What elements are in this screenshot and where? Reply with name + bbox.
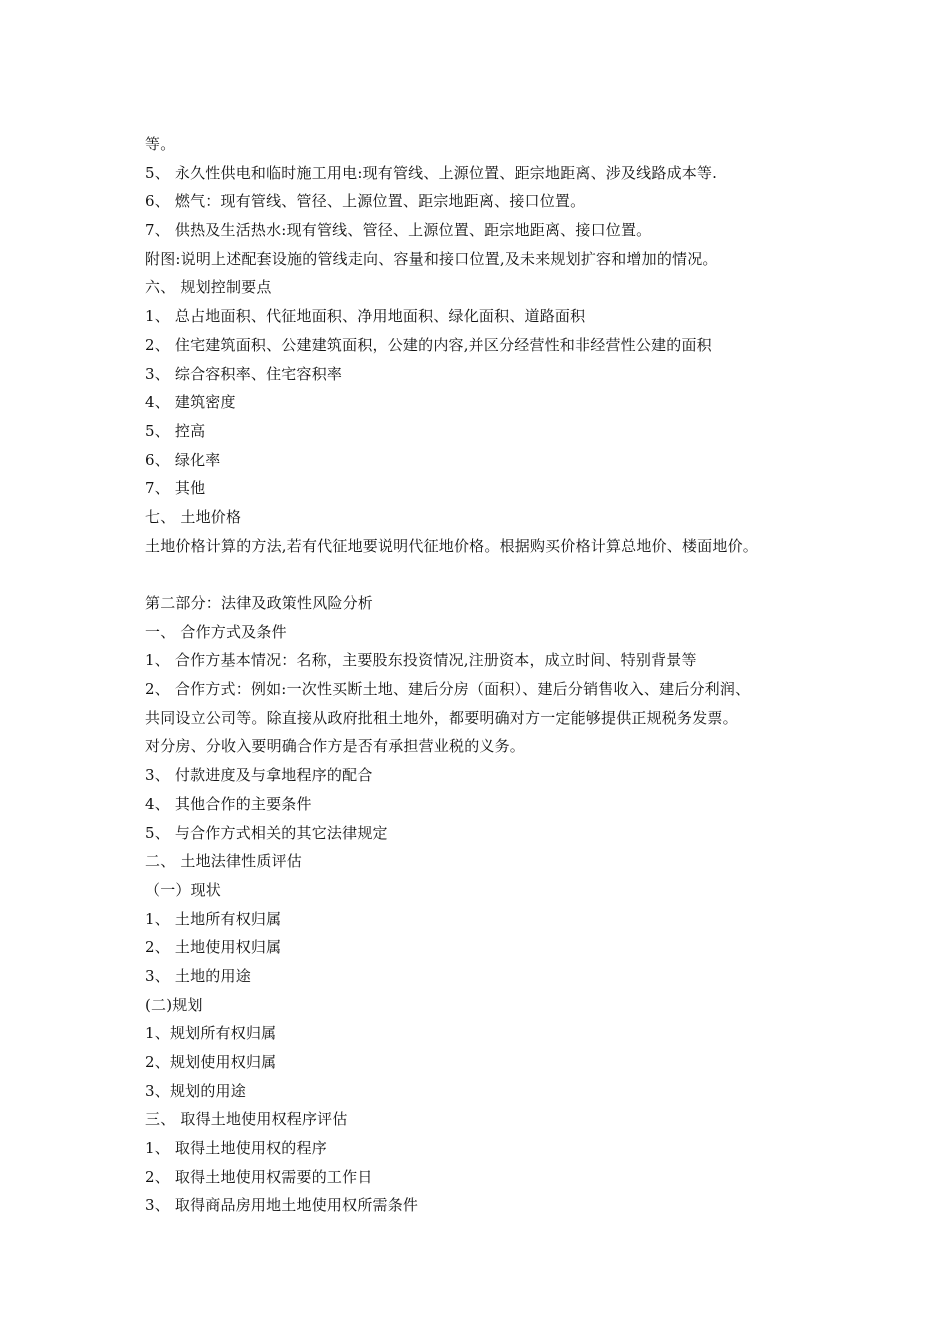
list-item: 3、 土地的用途 — [145, 966, 251, 985]
section-heading-cooperation: 一、 合作方式及条件 — [145, 622, 287, 641]
subsection-heading-plan: (二)规划 — [145, 995, 203, 1014]
list-item: 4、 其他合作的主要条件 — [145, 794, 312, 813]
list-item: 2、 取得土地使用权需要的工作日 — [145, 1167, 373, 1186]
paragraph: 共同设立公司等。除直接从政府批租土地外，都要明确对方一定能够提供正规税务发票。 — [145, 708, 738, 727]
list-item: 1、 土地所有权归属 — [145, 909, 282, 928]
text-line: 等。 — [145, 135, 176, 153]
list-item: 1、 取得土地使用权的程序 — [145, 1139, 327, 1158]
section-heading-land-price: 七、 土地价格 — [145, 507, 242, 526]
section-heading-procedure: 三、 取得土地使用权程序评估 — [145, 1110, 348, 1129]
blank-line — [145, 560, 825, 589]
list-item: 1、 合作方基本情况：名称，主要股东投资情况,注册资本，成立时间、特别背景等 — [145, 651, 697, 670]
list-item-power: 5、 永久性供电和临时施工用电:现有管线、上源位置、距宗地距离、涉及线路成本等. — [145, 163, 718, 182]
list-item: 2、规划使用权归属 — [145, 1053, 277, 1071]
list-item: 1、规划所有权归属 — [145, 1024, 277, 1043]
list-item: 1、 总占地面积、代征地面积、净用地面积、绿化面积、道路面积 — [145, 307, 586, 326]
list-item: 5、 控高 — [145, 421, 206, 440]
list-item-heating: 7、 供热及生活热水:现有管线、管径、上源位置、距宗地距离、接口位置。 — [145, 221, 652, 240]
list-item: 3、 综合容积率、住宅容积率 — [145, 364, 343, 383]
list-item-gas: 6、 燃气：现有管线、管径、上源位置、距宗地距离、接口位置。 — [145, 192, 586, 211]
list-item: 2、 合作方式：例如:一次性买断土地、建后分房（面积）、建后分销售收入、建后分利润、 — [145, 680, 751, 699]
section-heading-planning: 六、 规划控制要点 — [145, 278, 272, 297]
part-heading-legal: 第二部分：法律及政策性风险分析 — [145, 594, 374, 612]
document-body — [145, 130, 825, 1220]
section-heading-land-legal: 二、 土地法律性质评估 — [145, 852, 302, 871]
list-item: 6、 绿化率 — [145, 450, 221, 469]
list-item: 4、 建筑密度 — [145, 393, 236, 412]
paragraph: 土地价格计算的方法,若有代征地要说明代征地价格。根据购买价格计算总地价、楼面地价。 — [145, 536, 758, 555]
paragraph: 对分房、分收入要明确合作方是否有承担营业税的义务。 — [145, 737, 526, 756]
list-item: 3、 取得商品房用地土地使用权所需条件 — [145, 1196, 419, 1215]
subsection-heading-status: （一）现状 — [145, 880, 222, 899]
appendix-note: 附图:说明上述配套设施的管线走向、容量和接口位置,及未来规划扩容和增加的情况。 — [145, 249, 718, 268]
list-item: 5、 与合作方式相关的其它法律规定 — [145, 823, 388, 842]
list-item: 2、 住宅建筑面积、公建建筑面积，公建的内容,并区分经营性和非经营性公建的面积 — [145, 335, 712, 354]
list-item: 3、 付款进度及与拿地程序的配合 — [145, 766, 373, 785]
list-item: 2、 土地使用权归属 — [145, 938, 282, 957]
list-item: 3、规划的用途 — [145, 1081, 246, 1100]
list-item: 7、 其他 — [145, 479, 206, 498]
